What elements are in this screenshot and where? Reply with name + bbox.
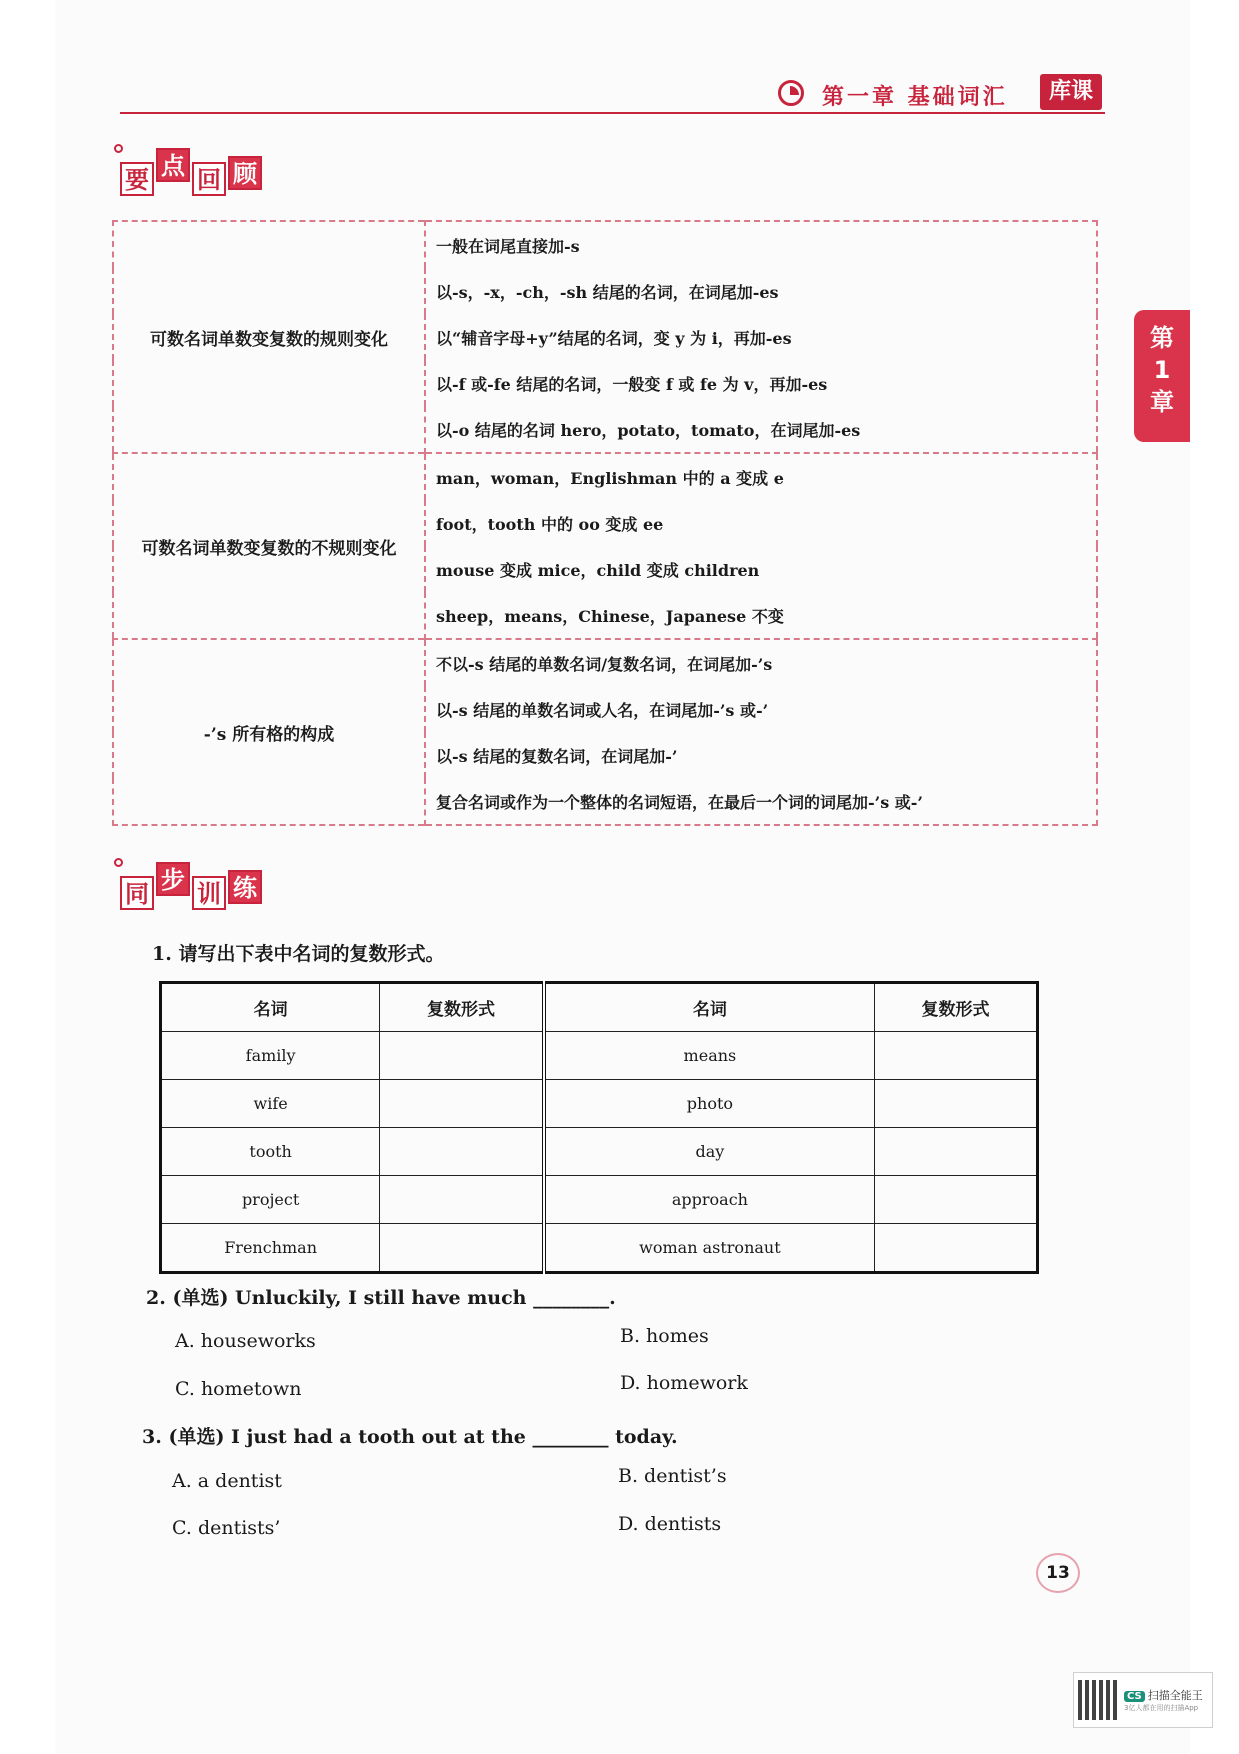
table-header: 名词 — [161, 983, 380, 1032]
rule-item: man，woman，Englishman 中的 a 变成 e — [425, 453, 1097, 500]
option-d[interactable]: D. homework — [620, 1372, 748, 1394]
rule-category: 可数名词单数变复数的规则变化 — [113, 221, 425, 453]
noun-cell: wife — [161, 1080, 380, 1128]
answer-cell[interactable] — [874, 1032, 1037, 1080]
table-row — [161, 1080, 1038, 1128]
table-header: 名词 — [544, 983, 875, 1032]
question-3-prompt: 3. (单选) I just had a tooth out at the ________ today. — [142, 1426, 678, 1448]
plural-form-table — [159, 981, 1039, 1274]
rule-item: foot，tooth 中的 oo 变成 ee — [436, 514, 664, 534]
badge-char: 同 — [120, 876, 154, 910]
section-badge-key-points — [120, 152, 262, 196]
scanner-watermark — [1073, 1672, 1213, 1728]
badge-char: 点 — [156, 148, 190, 182]
rule-item: sheep，means，Chinese，Japanese 不变 — [436, 606, 784, 626]
answer-cell[interactable] — [380, 1224, 544, 1273]
option-d[interactable]: D. dentists — [618, 1513, 722, 1535]
badge-char: 训 — [192, 876, 226, 910]
noun-cell: family — [161, 1032, 380, 1080]
brand-logo: 库课 — [1040, 74, 1102, 110]
option-a[interactable]: A. a dentist — [172, 1470, 282, 1492]
answer-cell[interactable] — [380, 1128, 544, 1176]
option-c[interactable]: C. hometown — [175, 1378, 302, 1400]
rule-item: 以“辅音字母+y”结尾的名词，变 y 为 i，再加-es — [436, 328, 792, 348]
noun-cell: means — [544, 1032, 875, 1080]
badge-dot-icon — [114, 858, 123, 867]
noun-cell: day — [544, 1128, 875, 1176]
badge-char: 步 — [156, 862, 190, 896]
answer-cell[interactable] — [874, 1128, 1037, 1176]
qr-code-icon — [1078, 1680, 1118, 1720]
side-tab-char: 章 — [1150, 388, 1174, 416]
chapter-side-tab — [1134, 310, 1190, 442]
rule-item: 复合名词或作为一个整体的名词短语，在最后一个词的词尾加-’s 或-’ — [436, 792, 924, 812]
chapter-clock-icon — [778, 80, 804, 106]
rule-item: 不以-s 结尾的单数名词/复数名词，在词尾加-’s — [425, 639, 1097, 686]
option-c[interactable]: C. dentists’ — [172, 1517, 281, 1539]
rule-item: 以-s，-x，-ch，-sh 结尾的名词，在词尾加-es — [436, 282, 779, 302]
noun-cell: woman astronaut — [544, 1224, 875, 1273]
scanner-name: 扫描全能王 — [1147, 1689, 1203, 1702]
scanner-tagline: 3亿人都在用的扫描App — [1124, 1704, 1199, 1712]
rule-item: 以-f 或-fe 结尾的名词，一般变 f 或 fe 为 v，再加-es — [436, 374, 828, 394]
noun-cell: photo — [544, 1080, 875, 1128]
badge-char: 顾 — [228, 156, 262, 190]
option-a[interactable]: A. houseworks — [175, 1330, 316, 1352]
side-tab-char: 第 — [1150, 324, 1174, 352]
badge-dot-icon — [114, 144, 123, 153]
badge-char: 回 — [192, 162, 226, 196]
table-row — [161, 1032, 1038, 1080]
rules-table — [112, 220, 1098, 826]
scanner-logo: CS — [1124, 1691, 1145, 1702]
page-number: 13 — [1036, 1553, 1080, 1593]
noun-cell: Frenchman — [161, 1224, 380, 1273]
noun-cell: project — [161, 1176, 380, 1224]
answer-cell[interactable] — [874, 1176, 1037, 1224]
rule-item: 以-s 结尾的复数名词，在词尾加-’ — [436, 746, 678, 766]
rule-item: 一般在词尾直接加-s — [436, 236, 580, 256]
table-row — [161, 1128, 1038, 1176]
table-header: 复数形式 — [874, 983, 1037, 1032]
rule-item: 以-o 结尾的名词 hero，potato，tomato，在词尾加-es — [436, 420, 861, 440]
side-tab-char: 1 — [1153, 356, 1171, 384]
chapter-title: 第一章 基础词汇 — [822, 85, 1008, 110]
rule-item: 以-s 结尾的单数名词或人名，在词尾加-’s 或-’ — [436, 700, 769, 720]
option-b[interactable]: B. homes — [620, 1325, 709, 1347]
badge-char: 练 — [228, 870, 262, 904]
rule-item: mouse 变成 mice，child 变成 children — [436, 560, 760, 580]
badge-char: 要 — [120, 162, 154, 196]
answer-cell[interactable] — [380, 1032, 544, 1080]
answer-cell[interactable] — [380, 1080, 544, 1128]
noun-cell: tooth — [161, 1128, 380, 1176]
answer-cell[interactable] — [874, 1224, 1037, 1273]
section-badge-practice — [120, 866, 262, 910]
noun-cell: approach — [544, 1176, 875, 1224]
question-2-prompt: 2. (单选) Unluckily, I still have much ________. — [146, 1287, 616, 1309]
table-header: 复数形式 — [380, 983, 544, 1032]
option-b[interactable]: B. dentist’s — [618, 1465, 727, 1487]
table-row — [161, 1224, 1038, 1273]
table-row — [161, 1176, 1038, 1224]
question-1-prompt: 1. 请写出下表中名词的复数形式。 — [152, 943, 445, 965]
answer-cell[interactable] — [874, 1080, 1037, 1128]
header-rule — [120, 112, 1105, 114]
answer-cell[interactable] — [380, 1176, 544, 1224]
rule-category: -’s 所有格的构成 — [113, 639, 425, 825]
rule-category: 可数名词单数变复数的不规则变化 — [113, 453, 425, 639]
